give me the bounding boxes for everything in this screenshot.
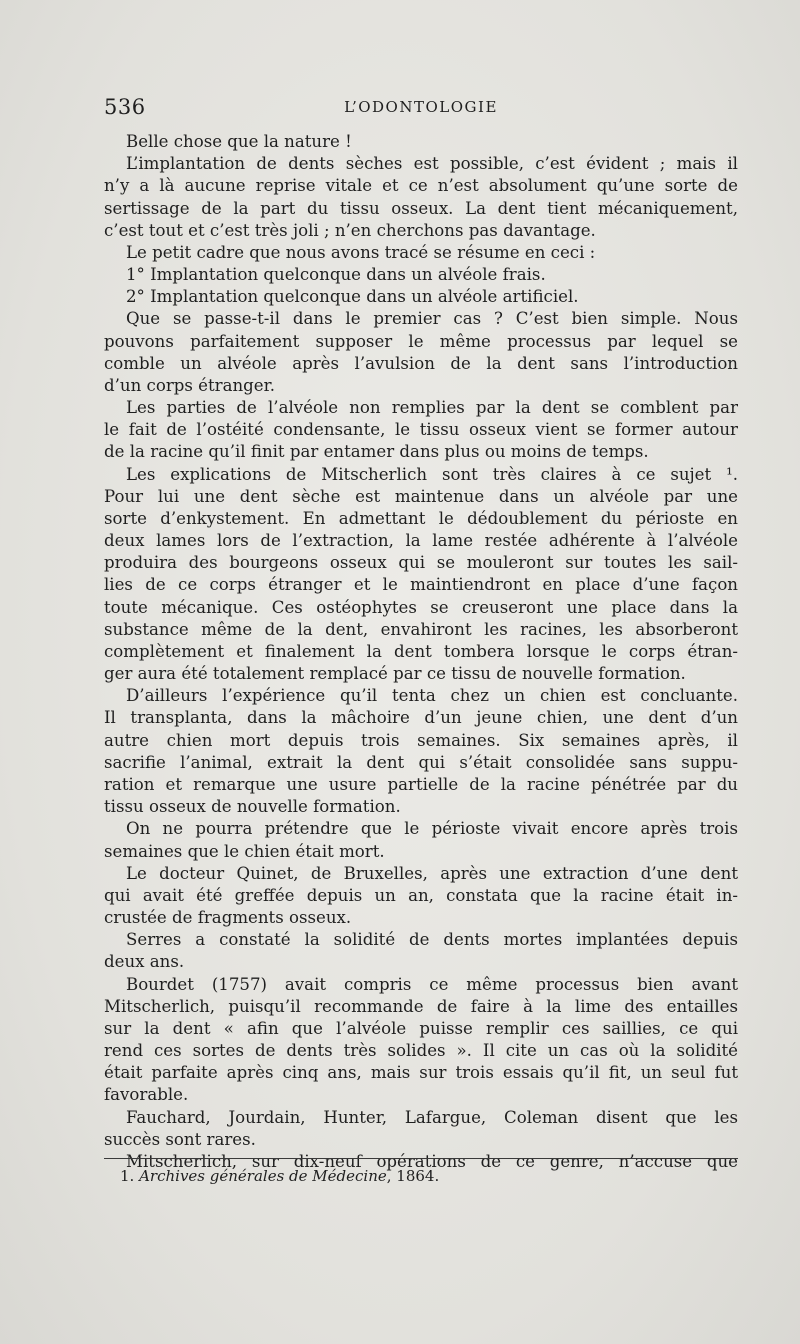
text-line: Les explications de Mitscherlich sont très claires à ce sujet ¹. bbox=[126, 464, 738, 484]
text-line: Mitscherlich, sur dix-neuf opérations de ce genre, n’accuse que bbox=[126, 1151, 738, 1171]
text-line: pouvons parfaitement supposer le même processus par lequel se bbox=[104, 331, 738, 351]
running-title: L’ODONTOLOGIE bbox=[344, 98, 498, 116]
text-line: Les parties de l’alvéole non remplies par la dent se comblent par bbox=[126, 398, 738, 418]
text-line: ger aura été totalement remplacé par ce tissu de nouvelle formation. bbox=[104, 664, 686, 684]
text-line: c’est tout et c’est très joli ; n’en cherchons pas davantage. bbox=[104, 220, 596, 240]
text-line: Fauchard, Jourdain, Hunter, Lafargue, Coleman disent que les bbox=[126, 1107, 738, 1127]
text-line: Mitscherlich, puisqu’il recommande de faire à la lime des entailles bbox=[104, 996, 738, 1016]
text-line: le fait de l’ostéité condensante, le tissu osseux vient se former autour bbox=[104, 420, 738, 440]
text-line: sur la dent « afin que l’alvéole puisse remplir ces saillies, ce qui bbox=[104, 1018, 738, 1038]
footnote-year: , 1864. bbox=[386, 1167, 440, 1185]
text-line: toute mécanique. Ces ostéophytes se creuseront une place dans la bbox=[104, 597, 738, 617]
text-line: sacrifie l’animal, extrait la dent qui s’était consolidée sans suppu- bbox=[104, 752, 738, 772]
footnote-divider bbox=[104, 1158, 738, 1159]
text-line: produira des bourgeons osseux qui se mouleront sur toutes les sail- bbox=[104, 553, 738, 573]
text-line: 1° Implantation quelconque dans un alvéole frais. bbox=[126, 265, 546, 285]
text-line: crustée de fragments osseux. bbox=[104, 908, 352, 928]
text-line: deux ans. bbox=[104, 952, 185, 972]
text-line: Le petit cadre que nous avons tracé se résume en ceci : bbox=[126, 242, 596, 262]
text-line: On ne pourra prétendre que le périoste vivait encore après trois bbox=[126, 819, 738, 839]
text-line: semaines que le chien était mort. bbox=[104, 841, 385, 861]
text-line: Belle chose que la nature ! bbox=[126, 132, 352, 151]
footnote bbox=[120, 1167, 439, 1185]
text-line: Bourdet (1757) avait compris ce même processus bien avant bbox=[126, 974, 738, 994]
footnote-title: Archives générales de Médecine bbox=[139, 1167, 387, 1185]
text-line: était parfaite après cinq ans, mais sur trois essais qu’il fit, un seul fut bbox=[104, 1063, 738, 1083]
text-line: succès sont rares. bbox=[104, 1129, 256, 1149]
text-line: sertissage de la part du tissu osseux. La dent tient mécaniquement, bbox=[104, 198, 738, 218]
body-text bbox=[104, 131, 738, 1173]
text-line: Serres a constaté la solidité de dents mortes implantées depuis bbox=[126, 930, 738, 950]
text-line: autre chien mort depuis trois semaines. Six semaines après, il bbox=[104, 730, 738, 750]
text-line: favorable. bbox=[104, 1085, 189, 1105]
text-line: d’un corps étranger. bbox=[104, 375, 276, 395]
text-line: Que se passe-t-il dans le premier cas ? C’est bien simple. Nous bbox=[126, 309, 738, 329]
text-line: 2° Implantation quelconque dans un alvéole artificiel. bbox=[126, 287, 579, 307]
text-line: Pour lui une dent sèche est maintenue dans un alvéole par une bbox=[104, 486, 738, 506]
text-line: substance même de la dent, envahiront les racines, les absorberont bbox=[104, 619, 738, 639]
text-line: ration et remarque une usure partielle de la racine pénétrée par du bbox=[104, 774, 738, 794]
text-line: de la racine qu’il finit par entamer dans plus ou moins de temps. bbox=[104, 442, 649, 462]
text-line: comble un alvéole après l’avulsion de la dent sans l’introduction bbox=[104, 353, 738, 373]
footnote-marker: 1. bbox=[120, 1167, 135, 1185]
text-line: sorte d’enkystement. En admettant le dédoublement du périoste en bbox=[104, 508, 738, 528]
text-line: n’y a là aucune reprise vitale et ce n’est absolument qu’une sorte de bbox=[104, 176, 738, 196]
text-line: rend ces sortes de dents très solides ». Il cite un cas où la solidité bbox=[104, 1041, 738, 1061]
text-line: deux lames lors de l’extraction, la lame restée adhérente à l’alvéole bbox=[104, 531, 738, 551]
page-header bbox=[104, 95, 738, 125]
text-line: Le docteur Quinet, de Bruxelles, après une extraction d’une dent bbox=[126, 863, 738, 883]
page-number: 536 bbox=[104, 95, 146, 119]
text-line: D’ailleurs l’expérience qu’il tenta chez un chien est concluante. bbox=[126, 686, 738, 706]
text-line: L’implantation de dents sèches est possible, c’est évident ; mais il bbox=[126, 154, 738, 174]
text-line: tissu osseux de nouvelle formation. bbox=[104, 797, 401, 817]
text-line: lies de ce corps étranger et le maintiendront en place d’une façon bbox=[104, 575, 738, 595]
text-line: qui avait été greffée depuis un an, constata que la racine était in- bbox=[104, 885, 738, 905]
text-line: Il transplanta, dans la mâchoire d’un jeune chien, une dent d’un bbox=[104, 708, 738, 728]
text-line: complètement et finalement la dent tombera lorsque le corps étran- bbox=[104, 641, 738, 661]
